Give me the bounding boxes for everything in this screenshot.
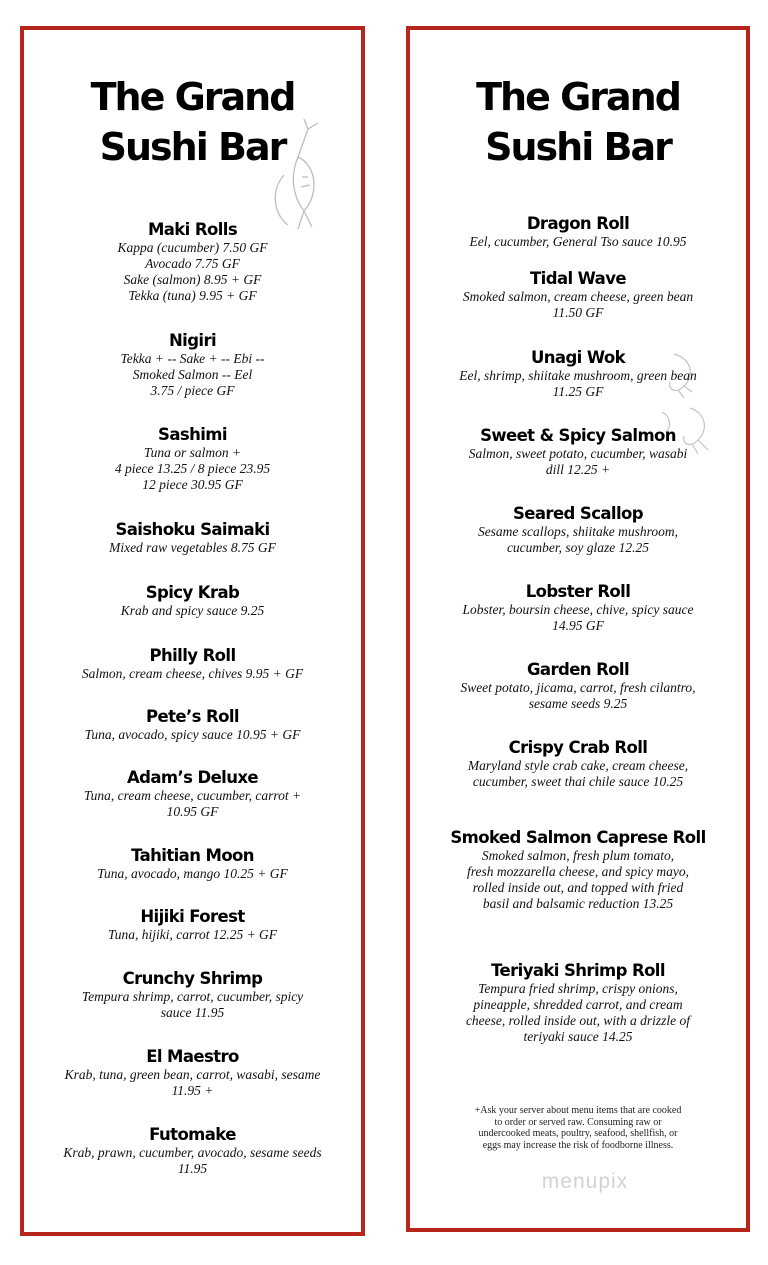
menu-item — [24, 846, 361, 882]
menu-item-description-line: Smoked salmon, fresh plum tomato, — [481, 848, 675, 863]
right-menu-panel — [406, 26, 750, 1232]
menu-item-description-line: Salmon, cream cheese, chives 9.95 + GF — [81, 666, 304, 681]
disclaimer-line: undercooked meats, poultry, seafood, shellfish, or — [478, 1128, 678, 1139]
menu-item-description — [24, 927, 361, 943]
menu-item-description-line: 12 piece 30.95 GF — [142, 477, 243, 492]
menu-item-description-line: Krab and spicy sauce 9.25 — [120, 603, 265, 618]
menu-item-description — [24, 1145, 361, 1177]
menu-item — [24, 220, 361, 304]
menu-item-name: Tahitian Moon — [131, 846, 254, 865]
menu-item-description-line: Tekka + -- Sake + -- Ebi -- — [120, 351, 265, 366]
menu-item-description-line: Smoked salmon, cream cheese, green bean — [462, 289, 694, 304]
menu-item-name: Unagi Wok — [530, 348, 625, 367]
menu-item — [24, 425, 361, 493]
menu-item-description-line: Krab, prawn, cucumber, avocado, sesame seeds — [63, 1145, 322, 1160]
menu-item-name: Maki Rolls — [147, 220, 238, 239]
menu-item-description-line: Avocado 7.75 GF — [145, 256, 240, 271]
menu-item-name: Hijiki Forest — [140, 907, 245, 926]
menu-item-name: Crispy Crab Roll — [508, 738, 648, 757]
menu-item — [410, 660, 746, 712]
menu-item-description-line: Krab, tuna, green bean, carrot, wasabi, sesame — [64, 1067, 321, 1082]
menu-item-description — [24, 351, 361, 399]
menu-item-name: Nigiri — [168, 331, 217, 350]
menu-item-description — [410, 524, 746, 556]
raw-food-disclaimer — [440, 1105, 716, 1151]
menu-item-description — [24, 989, 361, 1021]
menu-item — [410, 504, 746, 556]
menu-item-name: Sashimi — [158, 425, 227, 444]
menu-item-name: Sweet & Spicy Salmon — [480, 426, 676, 445]
menu-item — [24, 1047, 361, 1099]
menu-item-description-line: Maryland style crab cake, cream cheese, — [467, 758, 689, 773]
menu-item-description-line: cucumber, sweet thai chile sauce 10.25 — [472, 774, 684, 789]
menu-item-description-line: Lobster, boursin cheese, chive, spicy sauce — [462, 602, 694, 617]
menu-item-description — [24, 540, 361, 556]
menu-item-description-line: Tuna or salmon + — [143, 445, 242, 460]
menu-item-description-line: Eel, cucumber, General Tso sauce 10.95 — [469, 234, 687, 249]
title-line-2: Sushi Bar — [99, 125, 286, 169]
menu-item-description-line: Sweet potato, jicama, carrot, fresh cilantro, — [460, 680, 696, 695]
menu-item-description-line: rolled inside out, and topped with fried — [472, 880, 684, 895]
menu-item — [24, 969, 361, 1021]
menu-item-description-line: Tuna, hijiki, carrot 12.25 + GF — [107, 927, 278, 942]
menu-item-description — [410, 758, 746, 790]
menu-item-description-line: Salmon, sweet potato, cucumber, wasabi — [468, 446, 688, 461]
menu-item — [410, 269, 746, 321]
menu-item — [410, 961, 746, 1045]
menu-item-description — [24, 603, 361, 619]
left-menu-panel — [20, 26, 365, 1236]
menu-item — [410, 348, 746, 400]
menu-item-name: Dragon Roll — [526, 214, 630, 233]
menu-item — [410, 738, 746, 790]
menu-item-description-line: pineapple, shredded carrot, and cream — [473, 997, 683, 1012]
menu-item-description-line: dill 12.25 + — [545, 462, 611, 477]
menu-item-name: Adam’s Deluxe — [126, 768, 259, 787]
menu-item-name: Seared Scallop — [513, 504, 643, 523]
menu-item — [24, 583, 361, 619]
disclaimer-line: to order or served raw. Consuming raw or — [494, 1116, 662, 1128]
menu-item-description-line: Sake (salmon) 8.95 + GF — [123, 272, 262, 287]
menu-item — [24, 1125, 361, 1177]
menu-item-description — [24, 866, 361, 882]
menu-item-description-line: 14.95 GF — [552, 618, 604, 633]
menu-item-description — [410, 848, 746, 912]
menu-item-description — [410, 368, 746, 400]
menu-item-description-line: 11.50 GF — [552, 305, 604, 320]
menu-item-name: Philly Roll — [149, 646, 236, 665]
menu-item-description-line: Tuna, avocado, spicy sauce 10.95 + GF — [84, 727, 301, 742]
menu-item-description-line: sesame seeds 9.25 — [528, 696, 628, 711]
menu-item-description-line: 11.95 + — [171, 1083, 214, 1098]
menu-item-description-line: cucumber, soy glaze 12.25 — [506, 540, 650, 555]
menu-item-name: Lobster Roll — [525, 582, 631, 601]
menu-item-description-line: 3.75 / piece GF — [150, 383, 235, 398]
menu-item — [24, 907, 361, 943]
menu-item-description — [410, 680, 746, 712]
menu-item-name: Saishoku Saimaki — [115, 520, 270, 539]
menu-item-description-line: Mixed raw vegetables 8.75 GF — [109, 540, 276, 555]
menu-item — [24, 520, 361, 556]
disclaimer-line: eggs may increase the risk of foodborne illness. — [482, 1139, 674, 1151]
menu-item-description-line: 11.25 GF — [552, 384, 604, 399]
menu-item-name: Tidal Wave — [530, 269, 626, 288]
menu-item — [24, 646, 361, 682]
menu-item-description — [24, 445, 361, 493]
title-line-2: Sushi Bar — [485, 125, 671, 169]
title-line-1: The Grand — [90, 75, 295, 119]
menu-item-name: Smoked Salmon Caprese Roll — [450, 828, 706, 847]
menu-item — [410, 214, 746, 250]
menu-item — [24, 707, 361, 743]
menu-item-name: El Maestro — [146, 1047, 239, 1066]
menu-item-name: Spicy Krab — [145, 583, 240, 602]
menu-item-name: Pete’s Roll — [146, 707, 239, 726]
menu-item-description — [24, 788, 361, 820]
title-line-1: The Grand — [476, 75, 680, 119]
menupix-watermark: menupix — [541, 1170, 629, 1193]
menu-item-description-line: Tempura shrimp, carrot, cucumber, spicy — [81, 989, 304, 1004]
fish-illustration-icon — [258, 115, 338, 235]
menu-item-description — [24, 666, 361, 682]
menu-item-description-line: Tuna, cream cheese, cucumber, carrot + — [83, 788, 302, 803]
menu-item-description — [410, 602, 746, 634]
menu-item-description — [410, 981, 746, 1045]
menu-item-name: Crunchy Shrimp — [122, 969, 263, 988]
menu-item-description — [24, 1067, 361, 1099]
menu-item-description — [24, 727, 361, 743]
menu-item-description-line: cheese, rolled inside out, with a drizzle of — [465, 1013, 691, 1028]
menu-item-description-line: 11.95 — [177, 1161, 208, 1176]
menu-item-description — [410, 446, 746, 478]
menu-item-description-line: fresh mozzarella cheese, and spicy mayo, — [466, 864, 690, 879]
menu-item — [24, 331, 361, 399]
menu-item-description-line: Tuna, avocado, mango 10.25 + GF — [97, 866, 288, 881]
menu-item-description-line: Sesame scallops, shiitake mushroom, — [477, 524, 679, 539]
menu-item-description-line: teriyaki sauce 14.25 — [523, 1029, 633, 1044]
menu-item-description-line: Smoked Salmon -- Eel — [132, 367, 253, 382]
restaurant-title — [410, 72, 746, 172]
menu-item-description-line: 10.95 GF — [166, 804, 219, 819]
menu-item-description — [410, 289, 746, 321]
disclaimer-line: +Ask your server about menu items that are cooked — [474, 1105, 682, 1116]
menu-item-description-line: sauce 11.95 — [160, 1005, 225, 1020]
menu-item — [24, 768, 361, 820]
menu-item-description-line: Tempura fried shrimp, crispy onions, — [478, 981, 678, 996]
menu-item-name: Teriyaki Shrimp Roll — [491, 961, 665, 980]
menu-item-description — [24, 240, 361, 304]
menu-item-description-line: Tekka (tuna) 9.95 + GF — [128, 288, 257, 303]
menu-item — [410, 828, 746, 912]
menu-item-description-line: Kappa (cucumber) 7.50 GF — [117, 240, 268, 255]
menu-item-name: Futomake — [149, 1125, 236, 1144]
menu-item — [410, 426, 746, 478]
menu-item-description — [410, 234, 746, 250]
menu-item-description-line: 4 piece 13.25 / 8 piece 23.95 — [114, 461, 271, 476]
menu-item — [410, 582, 746, 634]
menu-item-description-line: basil and balsamic reduction 13.25 — [482, 896, 674, 911]
menu-item-description-line: Eel, shrimp, shiitake mushroom, green bean — [459, 368, 697, 383]
menu-item-name: Garden Roll — [526, 660, 630, 679]
